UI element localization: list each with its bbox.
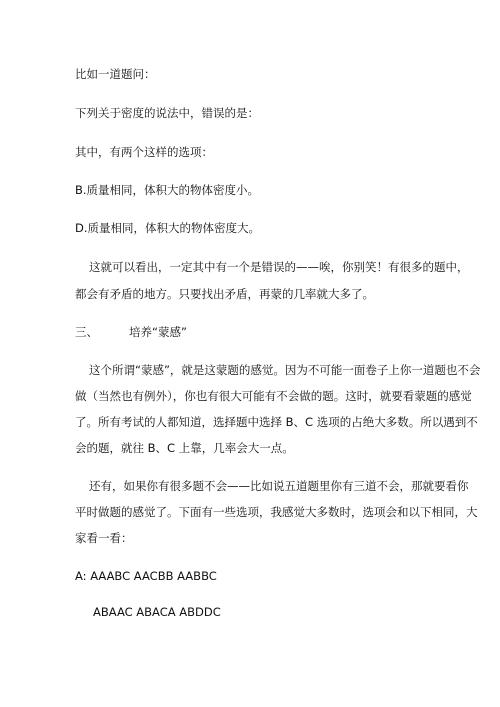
paragraph-feeling-line-1: 还有，如果你有很多题不会——比如说五道题里你有三道不会，那就要看你 [89,479,469,493]
paragraph-guess-line-1: 这个所谓“蒙感”，就是这蒙题的感觉。因为不可能一面卷子上你一道题也不会 [89,363,481,377]
paragraph-guess-line-3: 了。所有考试的人都知道，选择题中选择 B、C 选项的占绝大多数。所以遇到不 [75,415,478,429]
paragraph-guess-line-4: 会的题，就往 B、C 上靠，几率会大一点。 [75,441,294,455]
paragraph-guess-line-2: 做（当然也有例外），你也有很大可能有不会做的题。这时，就要看蒙题的感觉 [75,389,472,403]
answer-sequence-a: A: AAABC AACBB AABBC [75,569,217,583]
text-line-question: 下列关于密度的说法中，错误的是： [75,106,259,120]
section-number: 三、 [75,325,98,339]
paragraph-contradiction-line-2: 都会有矛盾的地方。只要找出矛盾，再蒙的几率就大多了。 [75,287,374,301]
text-line-option-b: B.质量相同，体积大的物体密度小。 [75,183,260,197]
paragraph-feeling-line-3: 家看一看： [75,531,133,545]
section-title: 培养“蒙感” [129,325,187,339]
answer-sequence-continued: ABAAC ABACA ABDDC [93,605,221,619]
paragraph-contradiction-line-1: 这就可以看出，一定其中有一个是错误的——唉，你别笑！有很多的题中， [89,260,469,274]
text-line-options-intro: 其中，有两个这样的选项： [75,145,213,159]
text-line-example-intro: 比如一道题问： [75,67,156,81]
text-line-option-d: D.质量相同，体积大的物体密度大。 [75,221,261,235]
paragraph-feeling-line-2: 平时做题的感觉了。下面有一些选项，我感觉大多数时，选项会和以下相同，大 [75,505,478,519]
